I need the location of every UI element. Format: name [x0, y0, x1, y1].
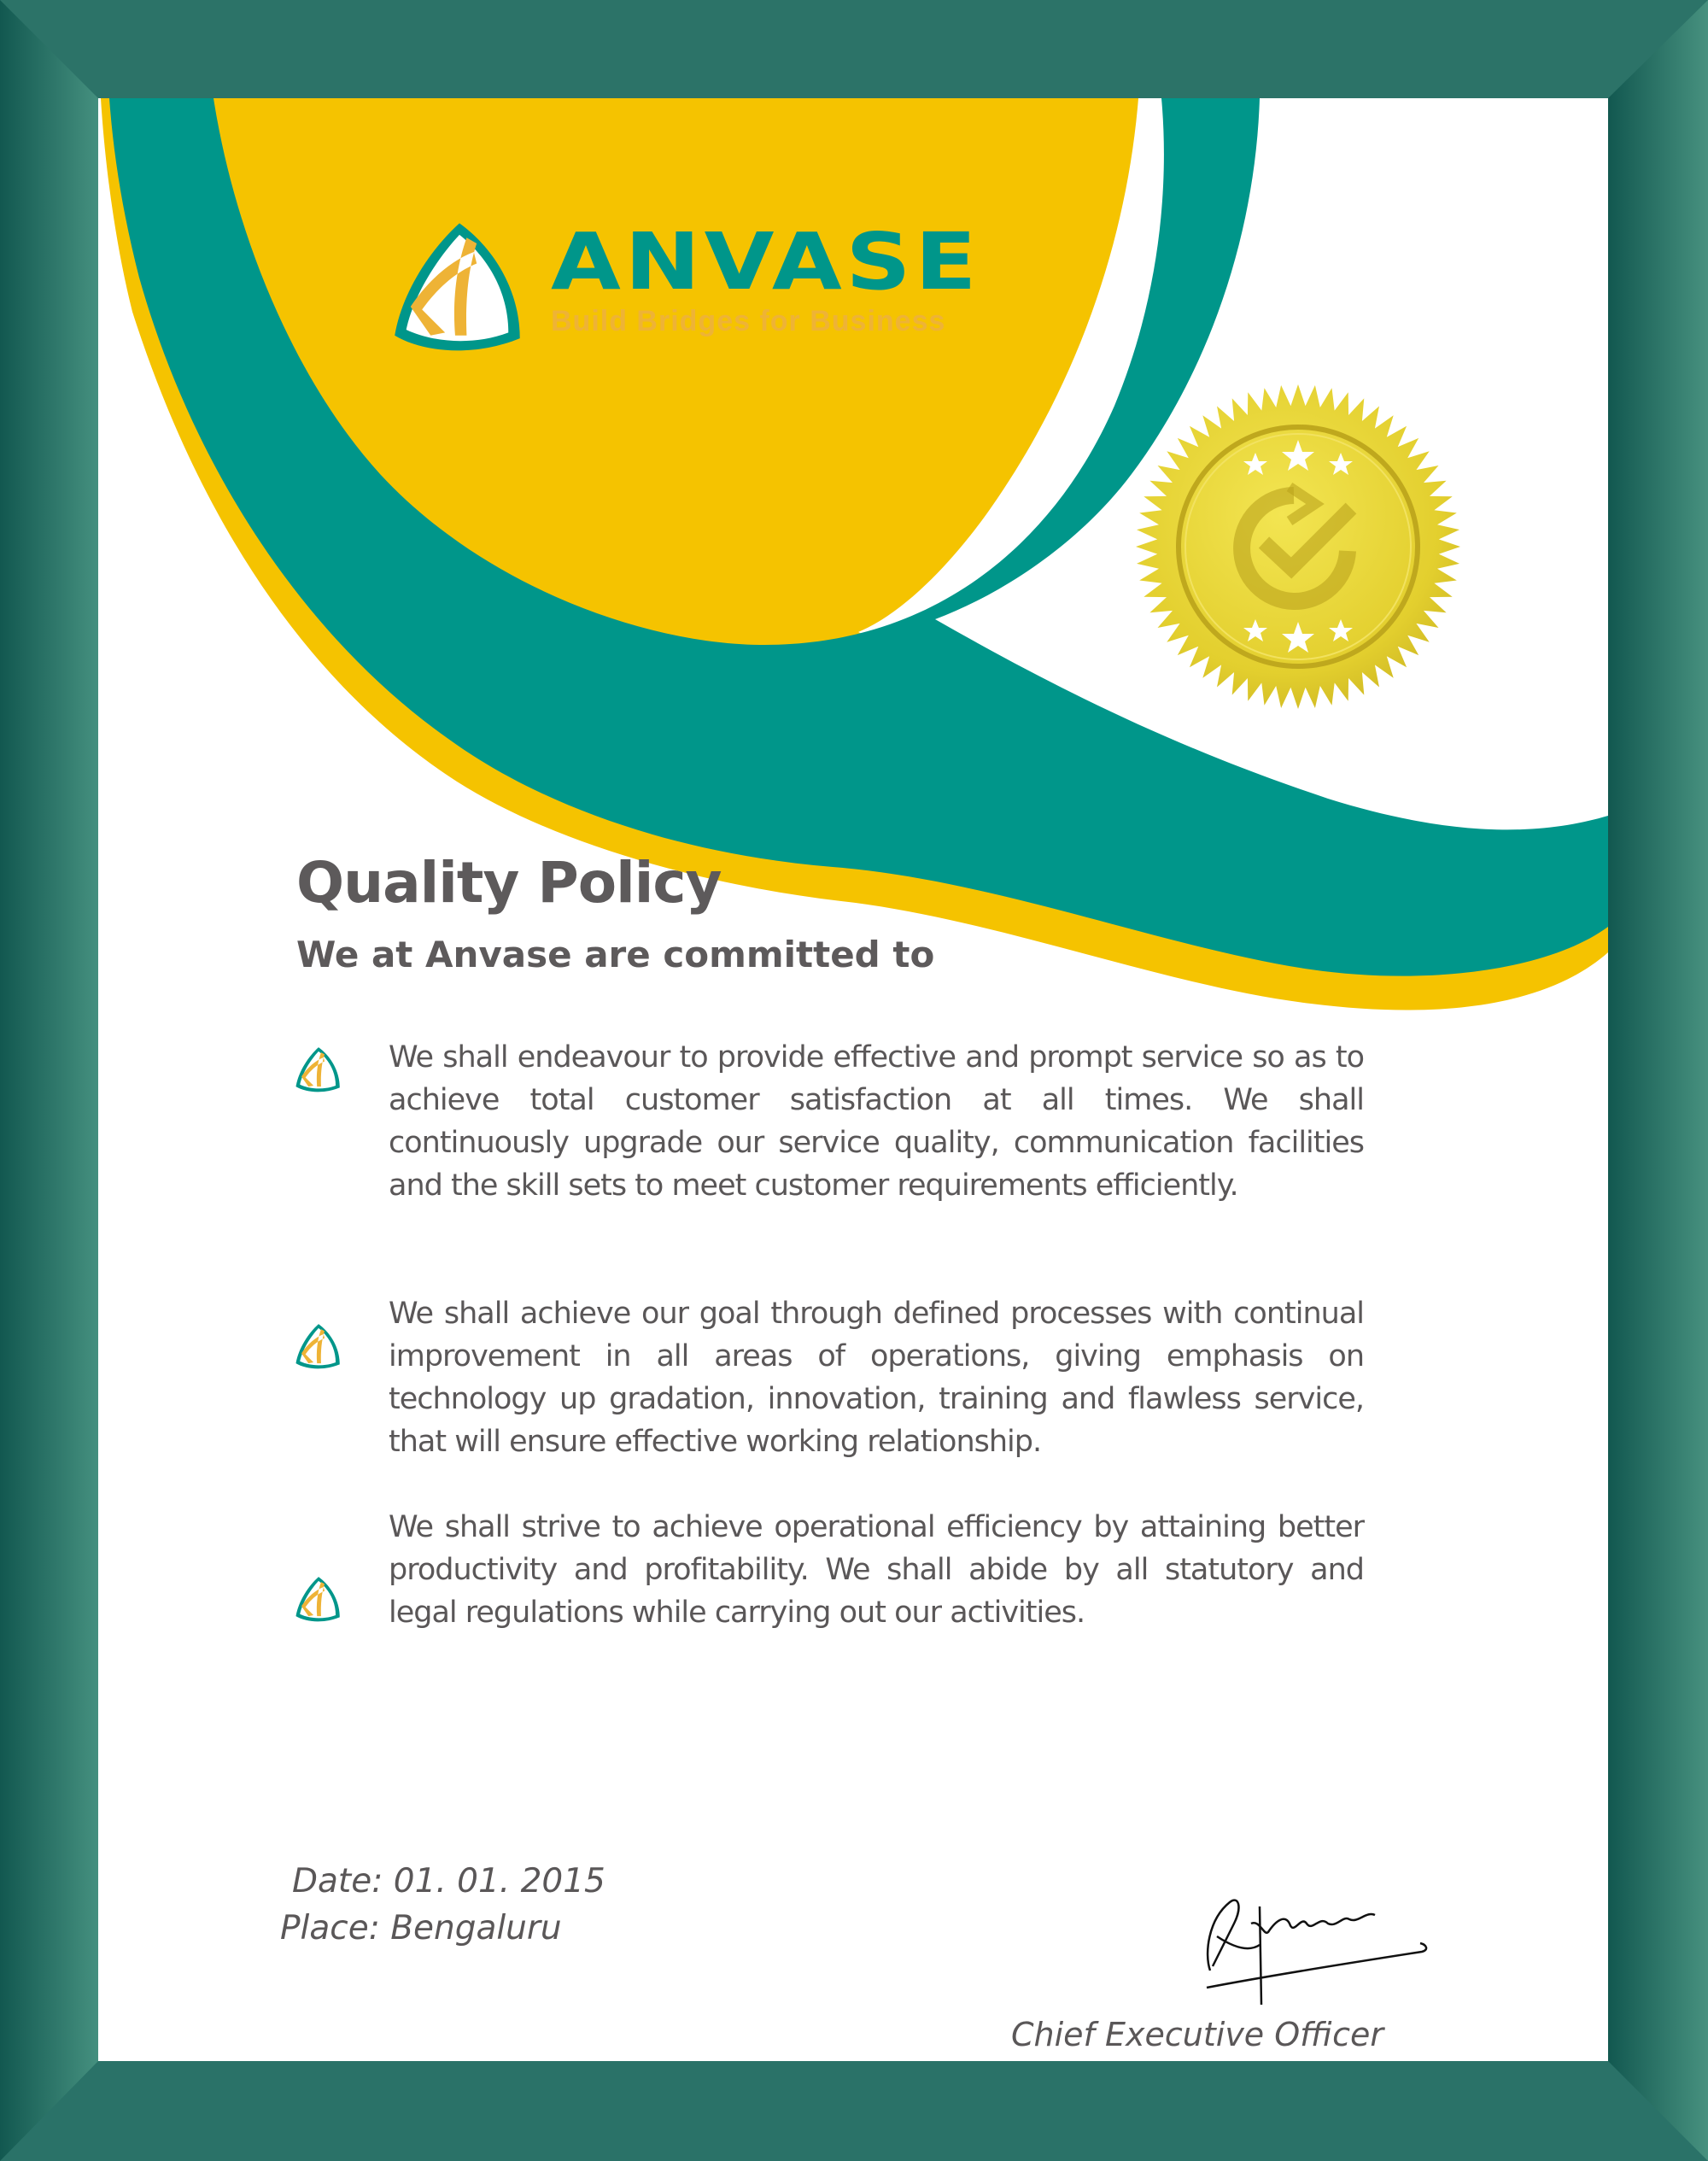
brand-tagline: Build Bridges for Business: [551, 305, 946, 337]
anvase-logo-bullet-icon: [293, 1323, 344, 1371]
policy-title: Quality Policy: [296, 850, 722, 916]
frame-right: [1608, 0, 1708, 2161]
anvase-logo-icon: [387, 220, 532, 357]
signature: [1200, 1885, 1448, 2013]
frame-bottom: [0, 2061, 1708, 2161]
policy-item-text: We shall endeavour to provide effective and prompt service so as to achieve total customer satisfaction at all times. We shall continuously upgrade our service quality, communication facilities and the skill sets to meet customer requirements efficiently.: [389, 1040, 1364, 1203]
policy-item-text: We shall strive to achieve operational efficiency by attaining better productivity and profitability. We shall abide by all statutory and legal regulations while carrying out our activities.: [389, 1510, 1364, 1630]
certificate-page: [98, 98, 1608, 2061]
policy-subtitle: We at Anvase are committed to: [296, 934, 935, 975]
signatory-title: Chief Executive Officer: [1011, 2016, 1384, 2053]
policy-item-text: We shall achieve our goal through defined processes with continual improvement in all areas of operations, giving emphasis on technology up gradation, innovation, training and flawless service, that will ensure effective working relationship.: [389, 1297, 1364, 1459]
brand-name: ANVASE: [551, 216, 981, 307]
issue-place: Place: Bengaluru: [280, 1909, 562, 1947]
frame-left: [0, 0, 98, 2161]
frame-top: [0, 0, 1708, 98]
anvase-logo-bullet-icon: [293, 1046, 344, 1094]
issue-date: Date: 01. 01. 2015: [292, 1862, 605, 1900]
anvase-logo-bullet-icon: [293, 1576, 344, 1624]
quality-seal-icon: [1127, 376, 1469, 717]
